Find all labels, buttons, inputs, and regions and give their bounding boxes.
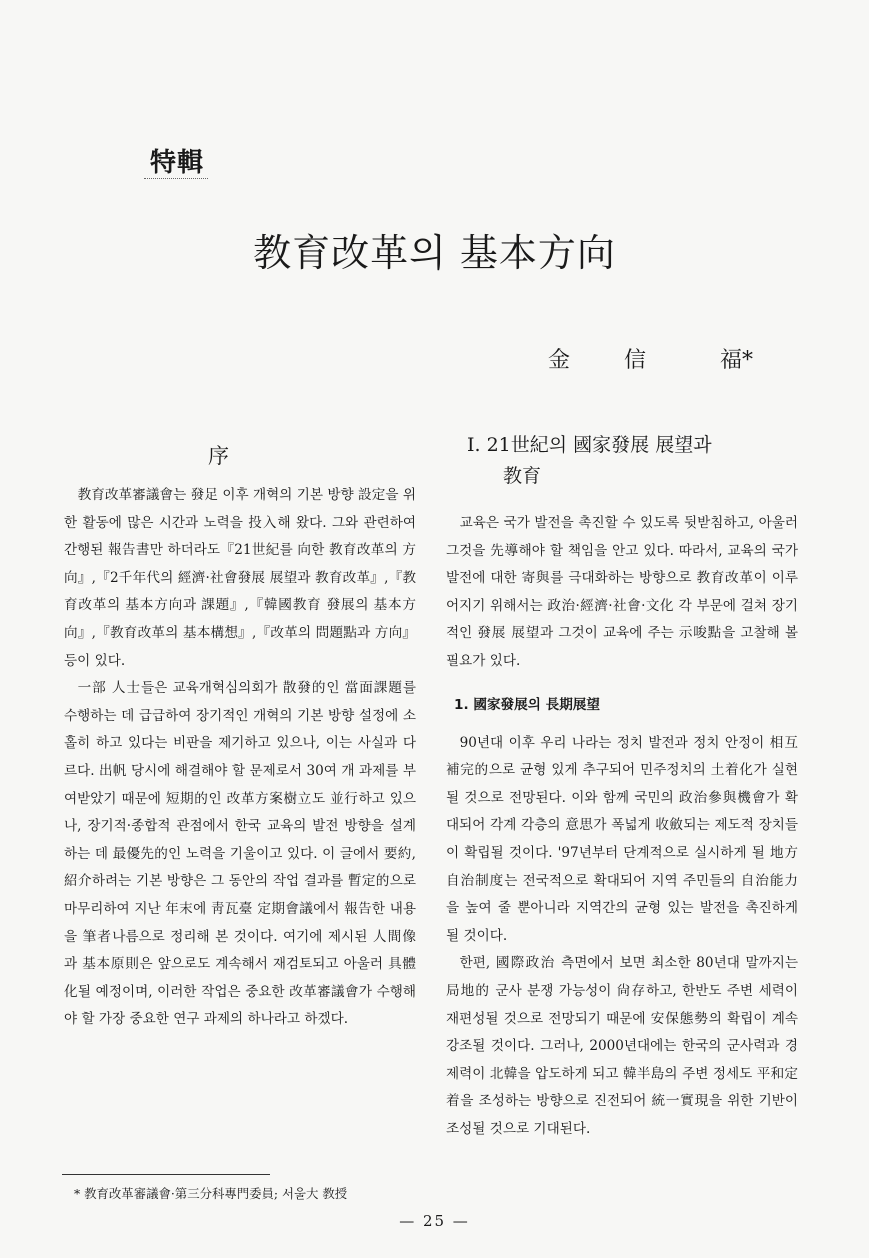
intro-paragraph: 교육은 국가 발전을 촉진할 수 있도록 뒷받침하고, 아울러 그것을 先導해야 할 책임을 안고 있다. 따라서, 교육의 국가 발전에 대한 寄與를 극대화하는 방향으로 教育改革이 이루어지기 위해서는 政治·經濟·社會·文化 각 부문에 걸쳐 장기적인 發展 展望과 그것이 교육에 주는 示唆點을 고찰해 볼 필요가 있다. [446, 515, 798, 669]
body-paragraph: 한편, 國際政治 측면에서 보면 최소한 80년대 말까지는 局地的 군사 분쟁 가능성이 尙存하고, 한반도 주변 세력이 재편성될 것으로 전망되기 때문에 安保態勢의 확립이 계속 강조될 것이다. 그러나, 2000년대에는 한국의 군사력과 경제력이 北韓을 압도하게 되고 韓半島의 주변 정세도 平和定着을 조성하는 방향으로 진전되어 統一實現을 위한 기반이 조성될 것으로 기대된다. [446, 955, 798, 1137]
section-title-line1: 21世紀의 國家發展 展望과 [486, 434, 712, 456]
footnote: * 教育改革審議會·第三分科專門委員; 서울大 教授 [74, 1186, 348, 1201]
body-paragraph: 教育改革審議會는 發足 이후 개혁의 기본 방향 設定을 위한 활동에 많은 시간과 노력을 投入해 왔다. 그와 관련하여 간행된 報告書만 하더라도『21世紀를 向한 教育改革의 方向』,『2千年代의 經濟·社會發展 展望과 教育改革』,『教育改革의 基本方向과 課題』,『韓國教育 發展의 基本方向』,『教育改革의 基本構想』,『改革의 問題點과 方向』등이 있다. [64, 487, 416, 669]
body-paragraph: 90년대 이후 우리 나라는 정치 발전과 정치 안정이 相互補完的으로 균형 있게 추구되어 민주정치의 土着化가 실현될 것으로 전망된다. 이와 함께 국민의 政治參與機會가 확대되어 각계 각층의 意思가 폭넓게 收斂되는 제도적 장치들이 확립될 것이다. '97년부터 단계적으로 실시하게 될 地方自治制度는 전국적으로 확대되어 지역 주민들의 自治能力을 높여 줄 뿐아니라 지역간의 균형 있는 발전을 촉진하게 될 것이다. [446, 734, 798, 944]
author-name-part: 福* [720, 348, 754, 373]
article-title: 教育改革의 基本方向 [253, 231, 616, 275]
section-heading-preface: 序 [208, 444, 229, 468]
subsection-heading: 1. 國家發展의 長期展望 [454, 696, 600, 713]
section-number: Ⅰ. [467, 434, 481, 456]
footnote-divider [62, 1174, 270, 1175]
body-paragraph: 一部 人士들은 교육개혁심의회가 散發的인 當面課題를 수행하는 데 급급하여 장기적인 개혁의 기본 방향 설정에 소홀히 하고 있다는 비판을 제기하고 있으나, 이는 사실과 다르다. 出帆 당시에 해결해야 할 문제로서 30여 개 과제를 부여받았기 때문에 短期的인 改革方案樹立도 並行하고 있으나, 장기적·종합적 관점에서 한국 교육의 발전 방향을 설계하는 데 最優先的인 노력을 기울이고 있다. 이 글에서 要約, 紹介하려는 기본 방향은 그 동안의 작업 결과를 暫定的으로 마무리하여 지난 年末에 靑瓦臺 定期會議에서 報告한 내용을 筆者나름으로 정리해 본 것이다. 여기에 제시된 人間像과 基本原則은 앞으로도 계속해서 재검토되고 아울러 具體化될 예정이며, 이러한 작업은 중요한 改革審議會가 수행해야 할 가장 중요한 연구 과제의 하나라고 하겠다. [64, 680, 416, 1028]
left-column [64, 482, 416, 1034]
right-column [446, 510, 798, 1143]
author-name-part: 信 [624, 348, 647, 373]
page-number: — 25 — [399, 1212, 470, 1230]
section-heading-1 [467, 430, 807, 492]
section-title-line2: 教育 [503, 465, 542, 487]
author-byline [548, 343, 753, 374]
feature-label: 特輯 [150, 148, 205, 178]
author-name-part: 金 [548, 348, 571, 373]
kicker-underline [144, 178, 208, 179]
